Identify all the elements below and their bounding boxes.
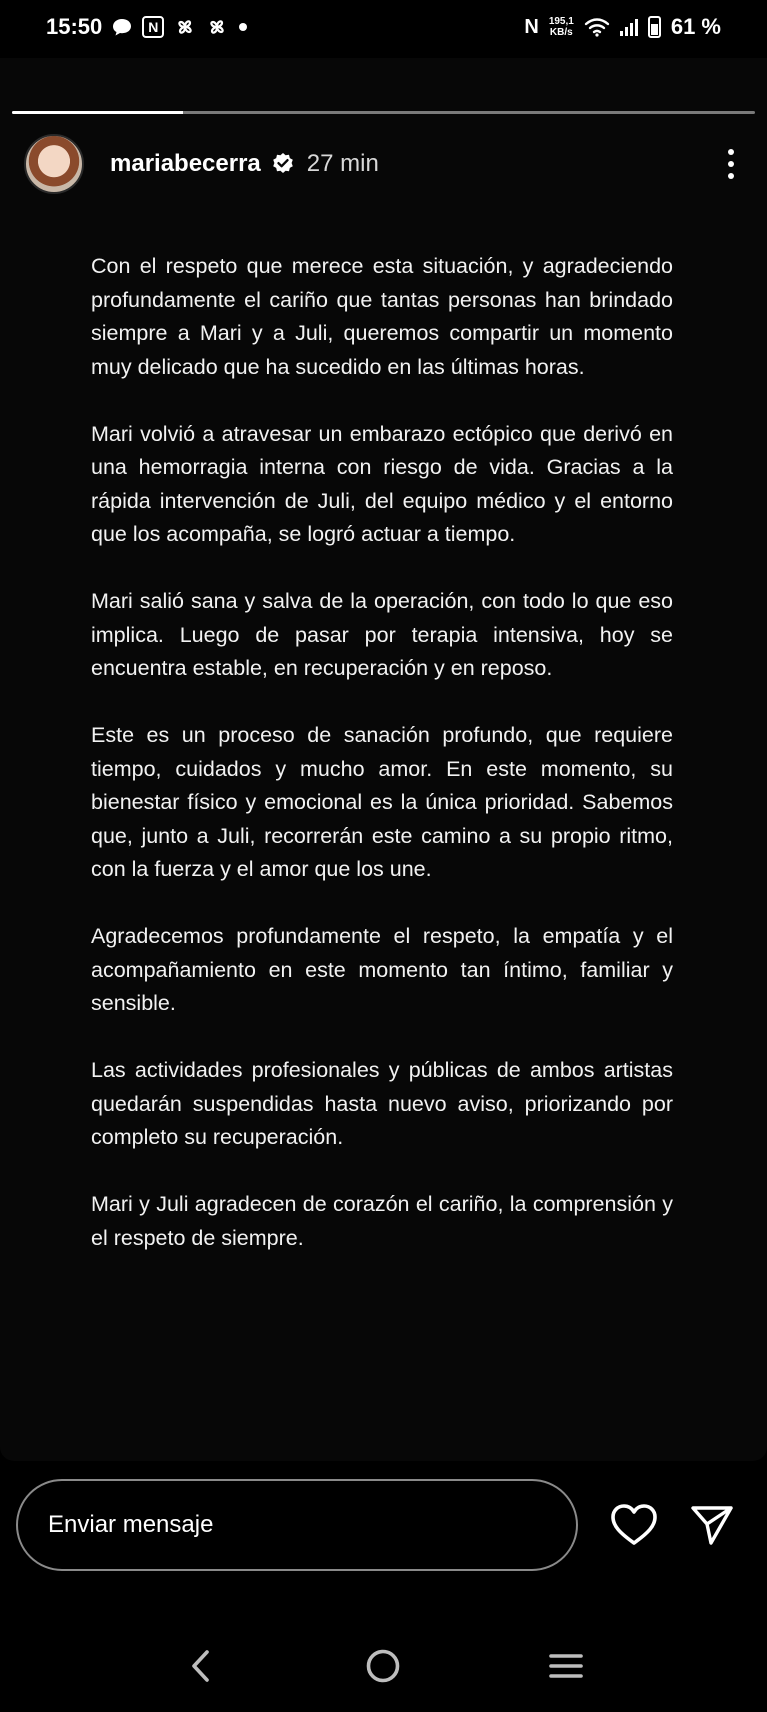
battery-percent: 61 %	[670, 14, 721, 39]
story-progress-fill	[12, 111, 183, 114]
dot	[728, 161, 734, 167]
story-progress-bar	[12, 111, 755, 114]
dot-icon	[238, 22, 248, 32]
story-paragraph: Con el respeto que merece esta situación, y agradeciendo profundamente el cariño que tantas personas han brindado siempre a Mari y a Juli, queremos compartir un momento muy delicado que ha sucedido en las últimas horas.	[91, 254, 673, 379]
status-bar	[0, 0, 767, 54]
dot	[728, 149, 734, 155]
message-input[interactable]	[16, 1479, 578, 1571]
system-nav-bar	[0, 1620, 767, 1712]
clock: 15:50	[46, 14, 103, 39]
network-speed-value: 195,1	[548, 16, 574, 27]
heart-icon[interactable]	[610, 1503, 658, 1547]
message-input-placeholder: Enviar mensaje	[48, 1511, 214, 1538]
network-speed-unit: KB/s	[549, 27, 573, 38]
verified-badge-icon	[271, 152, 295, 176]
avatar[interactable]	[24, 134, 84, 194]
recents-icon	[548, 1651, 584, 1681]
nfc-icon: N	[524, 15, 539, 38]
more-options-button[interactable]	[719, 144, 743, 184]
story-paragraph: Este es un proceso de sanación profundo, que requiere tiempo, cuidados y mucho amor. En este momento, su bienestar físico y emocional es la única prioridad. Sabemos que, junto a Juli, recorrerán este camino a su propio ritmo, con la fuerza y el amor que los une.	[91, 723, 673, 881]
story-paragraph: Mari salió sana y salva de la operación, con todo lo que eso implica. Luego de pasar por terapia intensiva, hoy se encuentra estable, en recuperación y en reposo.	[91, 589, 673, 680]
send-icon[interactable]	[690, 1503, 734, 1547]
nav-home-button[interactable]	[361, 1644, 405, 1688]
story-header	[24, 134, 743, 194]
status-bar-right	[524, 14, 721, 40]
username[interactable]: mariabecerra	[110, 150, 261, 177]
story-text	[91, 250, 673, 1255]
story-paragraph: Mari volvió a atravesar un embarazo ectópico que derivó en una hemorragia interna con riesgo de vida. Gracias a la rápida intervención de Juli, del equipo médico y el entorno que los acompaña, se logró actuar a tiempo.	[91, 421, 673, 546]
n-box-icon: N	[142, 16, 164, 38]
story-paragraph: Mari y Juli agradecen de corazón el cariño, la comprensión y el respeto de siempre.	[91, 1192, 673, 1250]
story-timestamp: 27 min	[306, 150, 379, 177]
status-bar-left	[46, 14, 248, 40]
network-speed	[549, 16, 574, 38]
story-viewer[interactable]	[0, 58, 767, 1461]
chat-bubble-icon	[112, 17, 132, 37]
story-paragraph: Agradecemos profundamente el respeto, la empatía y el acompañamiento en este momento tan íntimo, familiar y sensible.	[91, 924, 673, 1015]
nav-back-button[interactable]	[179, 1644, 223, 1688]
dot	[728, 173, 734, 179]
battery-icon	[648, 16, 661, 38]
signal-icon	[620, 18, 638, 36]
home-icon	[365, 1648, 401, 1684]
pinwheel-icon	[174, 16, 196, 38]
back-icon	[189, 1649, 213, 1683]
pinwheel-icon	[206, 16, 228, 38]
story-paragraph: Las actividades profesionales y públicas de ambos artistas quedarán suspendidas hasta nuevo aviso, priorizando por completo su recuperación.	[91, 1058, 673, 1149]
nav-recents-button[interactable]	[544, 1644, 588, 1688]
wifi-icon	[584, 17, 610, 37]
